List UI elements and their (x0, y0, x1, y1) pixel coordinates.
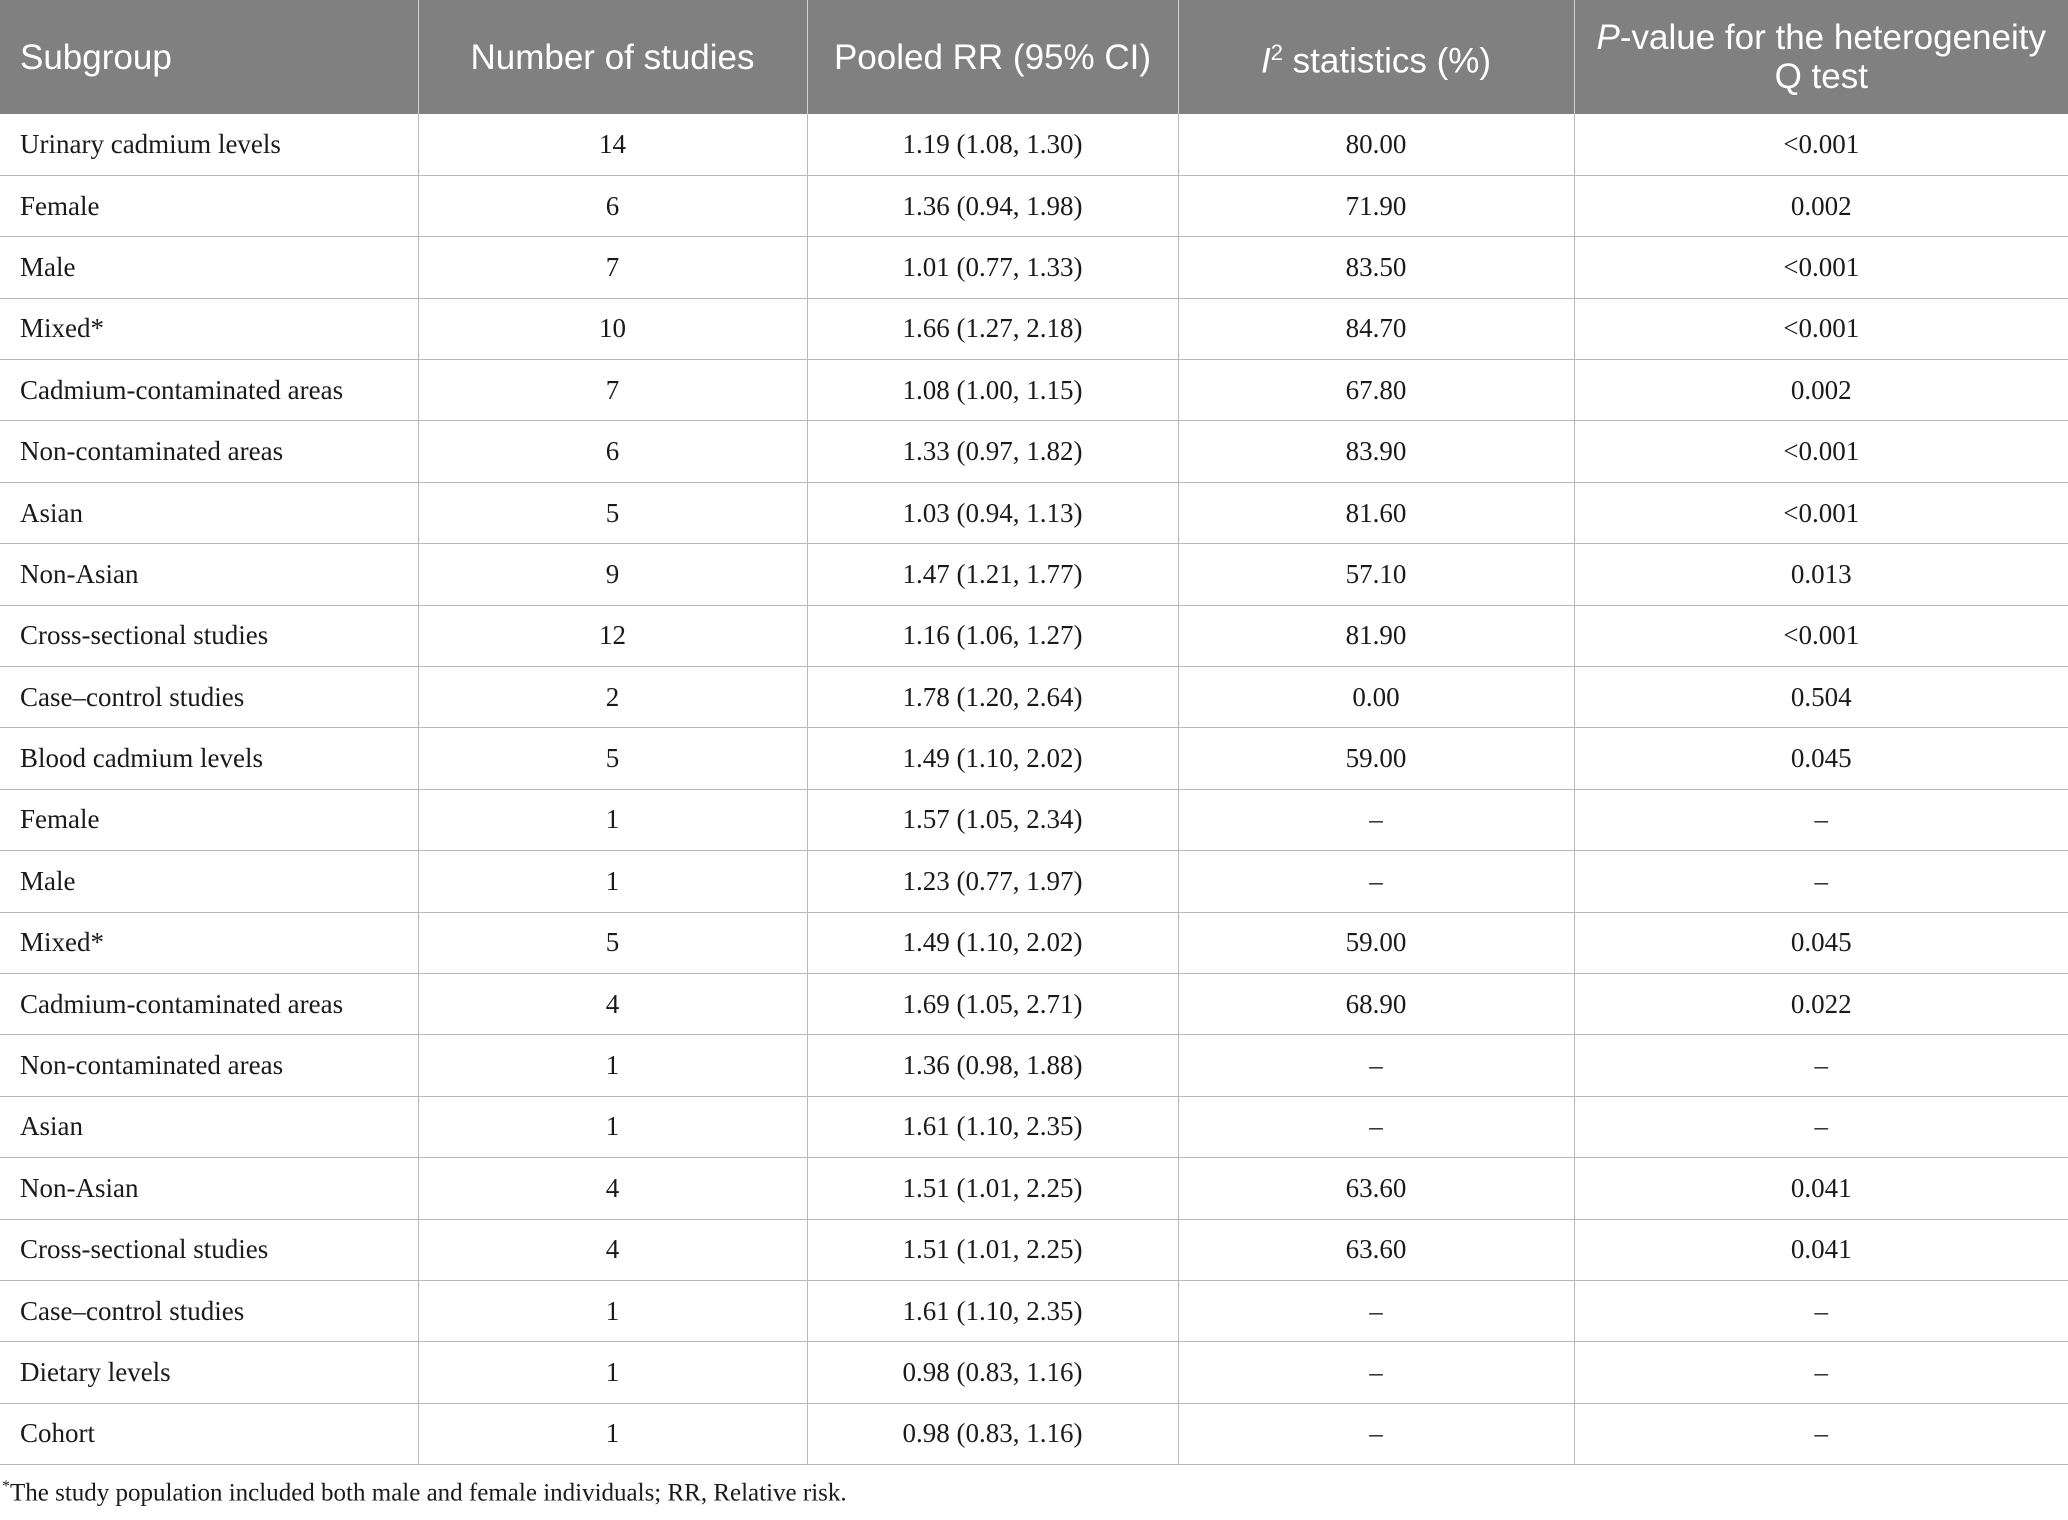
cell-p-value: <0.001 (1574, 421, 2068, 482)
cell-number-of-studies: 5 (418, 482, 807, 543)
cell-pooled-rr: 0.98 (0.83, 1.16) (807, 1342, 1178, 1403)
table-row (0, 1035, 2068, 1096)
cell-number-of-studies: 6 (418, 421, 807, 482)
cell-subgroup: Cross-sectional studies (0, 605, 418, 666)
cell-p-value: – (1574, 1035, 2068, 1096)
cell-subgroup: Non-Asian (0, 1158, 418, 1219)
cell-i2: – (1178, 1035, 1574, 1096)
cell-i2: 81.90 (1178, 605, 1574, 666)
cell-pooled-rr: 1.33 (0.97, 1.82) (807, 421, 1178, 482)
cell-i2: 63.60 (1178, 1158, 1574, 1219)
cell-i2: 0.00 (1178, 667, 1574, 728)
cell-number-of-studies: 5 (418, 912, 807, 973)
cell-pooled-rr: 1.16 (1.06, 1.27) (807, 605, 1178, 666)
header-subgroup: Subgroup (0, 0, 418, 114)
cell-p-value: 0.041 (1574, 1219, 2068, 1280)
cell-p-value: – (1574, 1096, 2068, 1157)
cell-subgroup: Female (0, 175, 418, 236)
cell-p-value: <0.001 (1574, 114, 2068, 175)
cell-pooled-rr: 1.66 (1.27, 2.18) (807, 298, 1178, 359)
cell-pooled-rr: 1.23 (0.77, 1.97) (807, 851, 1178, 912)
cell-p-value: 0.504 (1574, 667, 2068, 728)
cell-subgroup: Asian (0, 1096, 418, 1157)
cell-i2: 81.60 (1178, 482, 1574, 543)
cell-pooled-rr: 0.98 (0.83, 1.16) (807, 1403, 1178, 1464)
cell-p-value: 0.041 (1574, 1158, 2068, 1219)
cell-p-value: – (1574, 851, 2068, 912)
cell-i2: 67.80 (1178, 360, 1574, 421)
cell-i2: 68.90 (1178, 973, 1574, 1034)
cell-number-of-studies: 7 (418, 237, 807, 298)
table-header (0, 0, 2068, 114)
cell-number-of-studies: 1 (418, 1035, 807, 1096)
cell-i2: – (1178, 1403, 1574, 1464)
cell-i2: 57.10 (1178, 544, 1574, 605)
table-body (0, 114, 2068, 1465)
cell-i2: – (1178, 789, 1574, 850)
cell-p-value: 0.002 (1574, 175, 2068, 236)
table-row (0, 728, 2068, 789)
table-row (0, 605, 2068, 666)
header-i2-symbol: I (1260, 41, 1271, 81)
cell-number-of-studies: 4 (418, 973, 807, 1034)
header-pooled-rr: Pooled RR (95% CI) (807, 0, 1178, 114)
cell-pooled-rr: 1.51 (1.01, 2.25) (807, 1219, 1178, 1280)
table-row (0, 1280, 2068, 1341)
cell-p-value: – (1574, 789, 2068, 850)
cell-number-of-studies: 12 (418, 605, 807, 666)
cell-subgroup: Male (0, 851, 418, 912)
cell-p-value: <0.001 (1574, 605, 2068, 666)
table-row (0, 667, 2068, 728)
cell-number-of-studies: 10 (418, 298, 807, 359)
cell-pooled-rr: 1.51 (1.01, 2.25) (807, 1158, 1178, 1219)
cell-pooled-rr: 1.36 (0.94, 1.98) (807, 175, 1178, 236)
cell-p-value: 0.002 (1574, 360, 2068, 421)
footnote-marker: * (2, 1478, 10, 1495)
cell-number-of-studies: 2 (418, 667, 807, 728)
cell-p-value: <0.001 (1574, 237, 2068, 298)
cell-i2: 84.70 (1178, 298, 1574, 359)
cell-number-of-studies: 1 (418, 789, 807, 850)
cell-i2: 59.00 (1178, 912, 1574, 973)
cell-i2: 59.00 (1178, 728, 1574, 789)
header-p-label: -value for the heterogeneity Q test (1619, 18, 2046, 96)
cell-number-of-studies: 1 (418, 1096, 807, 1157)
cell-pooled-rr: 1.69 (1.05, 2.71) (807, 973, 1178, 1034)
cell-number-of-studies: 5 (418, 728, 807, 789)
table-row (0, 851, 2068, 912)
cell-pooled-rr: 1.47 (1.21, 1.77) (807, 544, 1178, 605)
cell-i2: 83.50 (1178, 237, 1574, 298)
cell-subgroup: Female (0, 789, 418, 850)
cell-i2: – (1178, 1280, 1574, 1341)
header-row (0, 0, 2068, 114)
table-row (0, 421, 2068, 482)
header-number-of-studies: Number of studies (418, 0, 807, 114)
cell-subgroup: Blood cadmium levels (0, 728, 418, 789)
table-row (0, 1219, 2068, 1280)
cell-pooled-rr: 1.36 (0.98, 1.88) (807, 1035, 1178, 1096)
table-row (0, 175, 2068, 236)
table-row (0, 544, 2068, 605)
cell-i2: – (1178, 851, 1574, 912)
footnote-text: The study population included both male and female individuals; RR, Relative risk. (10, 1479, 847, 1507)
table-row (0, 482, 2068, 543)
cell-p-value: – (1574, 1403, 2068, 1464)
header-p-value (1574, 0, 2068, 114)
cell-subgroup: Cohort (0, 1403, 418, 1464)
cell-subgroup: Dietary levels (0, 1342, 418, 1403)
cell-pooled-rr: 1.49 (1.10, 2.02) (807, 912, 1178, 973)
cell-i2: 80.00 (1178, 114, 1574, 175)
table-row (0, 912, 2068, 973)
cell-number-of-studies: 1 (418, 1342, 807, 1403)
cell-subgroup: Asian (0, 482, 418, 543)
cell-i2: 83.90 (1178, 421, 1574, 482)
table-row (0, 973, 2068, 1034)
cell-subgroup: Non-contaminated areas (0, 421, 418, 482)
cell-number-of-studies: 6 (418, 175, 807, 236)
cell-subgroup: Case–control studies (0, 1280, 418, 1341)
cell-pooled-rr: 1.49 (1.10, 2.02) (807, 728, 1178, 789)
cell-subgroup: Male (0, 237, 418, 298)
table-row (0, 114, 2068, 175)
cell-pooled-rr: 1.61 (1.10, 2.35) (807, 1096, 1178, 1157)
cell-subgroup: Cross-sectional studies (0, 1219, 418, 1280)
cell-number-of-studies: 7 (418, 360, 807, 421)
cell-pooled-rr: 1.01 (0.77, 1.33) (807, 237, 1178, 298)
cell-pooled-rr: 1.03 (0.94, 1.13) (807, 482, 1178, 543)
cell-pooled-rr: 1.61 (1.10, 2.35) (807, 1280, 1178, 1341)
cell-subgroup: Urinary cadmium levels (20, 128, 281, 159)
table-row (0, 237, 2068, 298)
table-row (0, 1096, 2068, 1157)
cell-i2: 63.60 (1178, 1219, 1574, 1280)
cell-subgroup: Cadmium-contaminated areas (0, 973, 418, 1034)
cell-subgroup: Case–control studies (0, 667, 418, 728)
cell-subgroup: Non-Asian (0, 544, 418, 605)
cell-i2: 71.90 (1178, 175, 1574, 236)
table-row (0, 1403, 2068, 1464)
cell-number-of-studies: 14 (418, 114, 807, 175)
cell-number-of-studies: 1 (418, 851, 807, 912)
header-i2-label: statistics (%) (1282, 41, 1492, 81)
cell-p-value: <0.001 (1574, 298, 2068, 359)
cell-i2: – (1178, 1342, 1574, 1403)
table-row (0, 789, 2068, 850)
cell-subgroup: Mixed* (0, 912, 418, 973)
cell-pooled-rr: 1.08 (1.00, 1.15) (807, 360, 1178, 421)
table-row (0, 1158, 2068, 1219)
cell-p-value: 0.045 (1574, 728, 2068, 789)
cell-pooled-rr: 1.78 (1.20, 2.64) (807, 667, 1178, 728)
cell-pooled-rr: 1.57 (1.05, 2.34) (807, 789, 1178, 850)
table-row (0, 360, 2068, 421)
cell-p-value: 0.022 (1574, 973, 2068, 1034)
cell-i2: – (1178, 1096, 1574, 1157)
cell-p-value: <0.001 (1574, 482, 2068, 543)
header-i2-statistics (1178, 0, 1574, 114)
cell-number-of-studies: 4 (418, 1158, 807, 1219)
table-row (0, 298, 2068, 359)
footnote (2, 1478, 847, 1507)
cell-number-of-studies: 9 (418, 544, 807, 605)
cell-p-value: – (1574, 1342, 2068, 1403)
table-row (0, 1342, 2068, 1403)
cell-number-of-studies: 4 (418, 1219, 807, 1280)
header-i2-superscript: 2 (1270, 40, 1283, 66)
cell-number-of-studies: 1 (418, 1403, 807, 1464)
cell-subgroup: Non-contaminated areas (0, 1035, 418, 1096)
cell-p-value: 0.013 (1574, 544, 2068, 605)
cell-pooled-rr: 1.19 (1.08, 1.30) (807, 114, 1178, 175)
cell-p-value: – (1574, 1280, 2068, 1341)
cell-subgroup: Cadmium-contaminated areas (0, 360, 418, 421)
cell-number-of-studies: 1 (418, 1280, 807, 1341)
cell-subgroup: Mixed* (0, 298, 418, 359)
cell-p-value: 0.045 (1574, 912, 2068, 973)
header-p-symbol: P (1596, 18, 1620, 57)
